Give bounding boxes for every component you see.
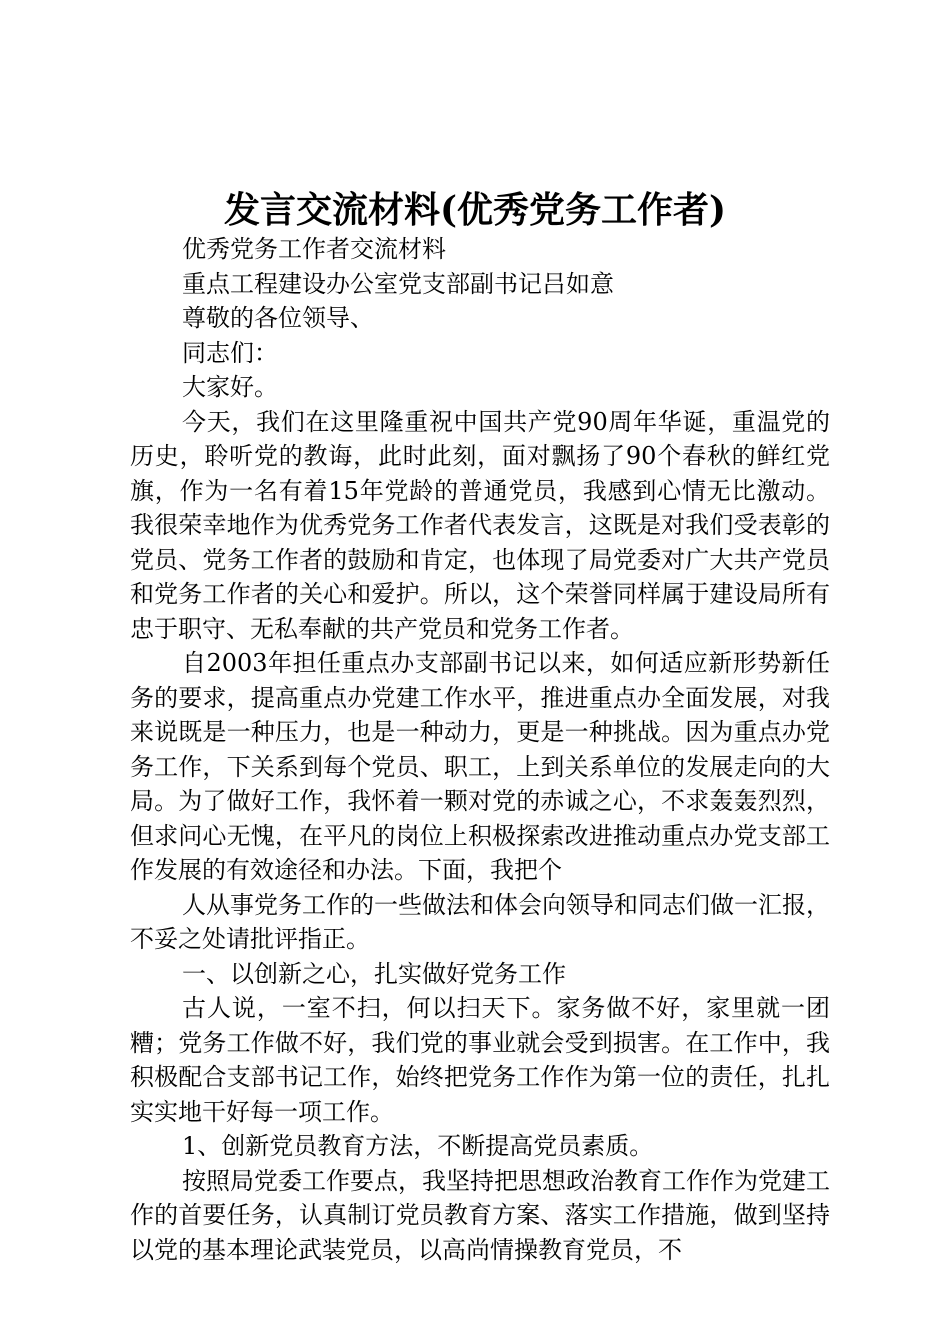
paragraph-salutation-leaders: 尊敬的各位领导、 <box>182 304 374 332</box>
paragraph-salutation-comrades: 同志们： <box>182 338 278 367</box>
paragraph-education: 按照局党委工作要点，我坚持把思想政治教育工作作为党建工作的首要任务，认真制订党员教育方案、落实工作措施，做到坚持以党的基本理论武装党员，以高尚情操教育党员，不 <box>130 1166 830 1264</box>
paragraph-greeting: 大家好。 <box>182 373 278 401</box>
paragraph-author: 重点工程建设办公室党支部副书记吕如意 <box>182 269 614 298</box>
paragraph-report-intro: 人从事党务工作的一些做法和体会向领导和同志们做一汇报，不妥之处请批评指正。 <box>130 890 830 953</box>
paragraph-since-2003: 自2003年担任重点办支部副书记以来，如何适应新形势新任务的要求，提高重点办党建工作水平，推进重点办全面发展，对我来说既是一种压力，也是一种动力，更是一种挑战。因为重点办党务工作，下关系到每个党员、职工，上到关系单位的发展走向的大局。为了做好工作，我怀着一颗对党的赤诚之心，不求轰轰烈烈，但求问心无愧，在平凡的岗位上积极探索改进推动重点办党支部工作发展的有效途径和办法。下面，我把个 <box>130 649 830 884</box>
subsection-heading-1: 1、创新党员教育方法，不断提高党员素质。 <box>182 1132 654 1160</box>
paragraph-subtitle: 优秀党务工作者交流材料 <box>182 235 446 263</box>
paragraph-ancient-saying: 古人说，一室不扫，何以扫天下。家务做不好，家里就一团糟；党务工作做不好，我们党的事业就会受到损害。在工作中，我积极配合支部书记工作，始终把党务工作作为第一位的责任，扎扎实实地干好每一项工作。 <box>130 994 830 1126</box>
document-title: 发言交流材料(优秀党务工作者) <box>223 189 727 231</box>
document-body <box>130 232 830 1267</box>
section-heading-1: 一、以创新之心，扎实做好党务工作 <box>182 959 566 988</box>
paragraph-opening: 今天，我们在这里隆重祝中国共产党90周年华诞，重温党的历史，聆听党的教诲，此时此刻，面对飘扬了90个春秋的鲜红党旗，作为一名有着15年党龄的普通党员，我感到心情无比激动。我很荣幸地作为优秀党务工作者代表发言，这既是对我们受表彰的党员、党务工作者的鼓励和肯定，也体现了局党委对广大共产党员和党务工作者的关心和爱护。所以，这个荣誉同样属于建设局所有忠于职守、无私奉献的共产党员和党务工作者。 <box>130 407 830 643</box>
